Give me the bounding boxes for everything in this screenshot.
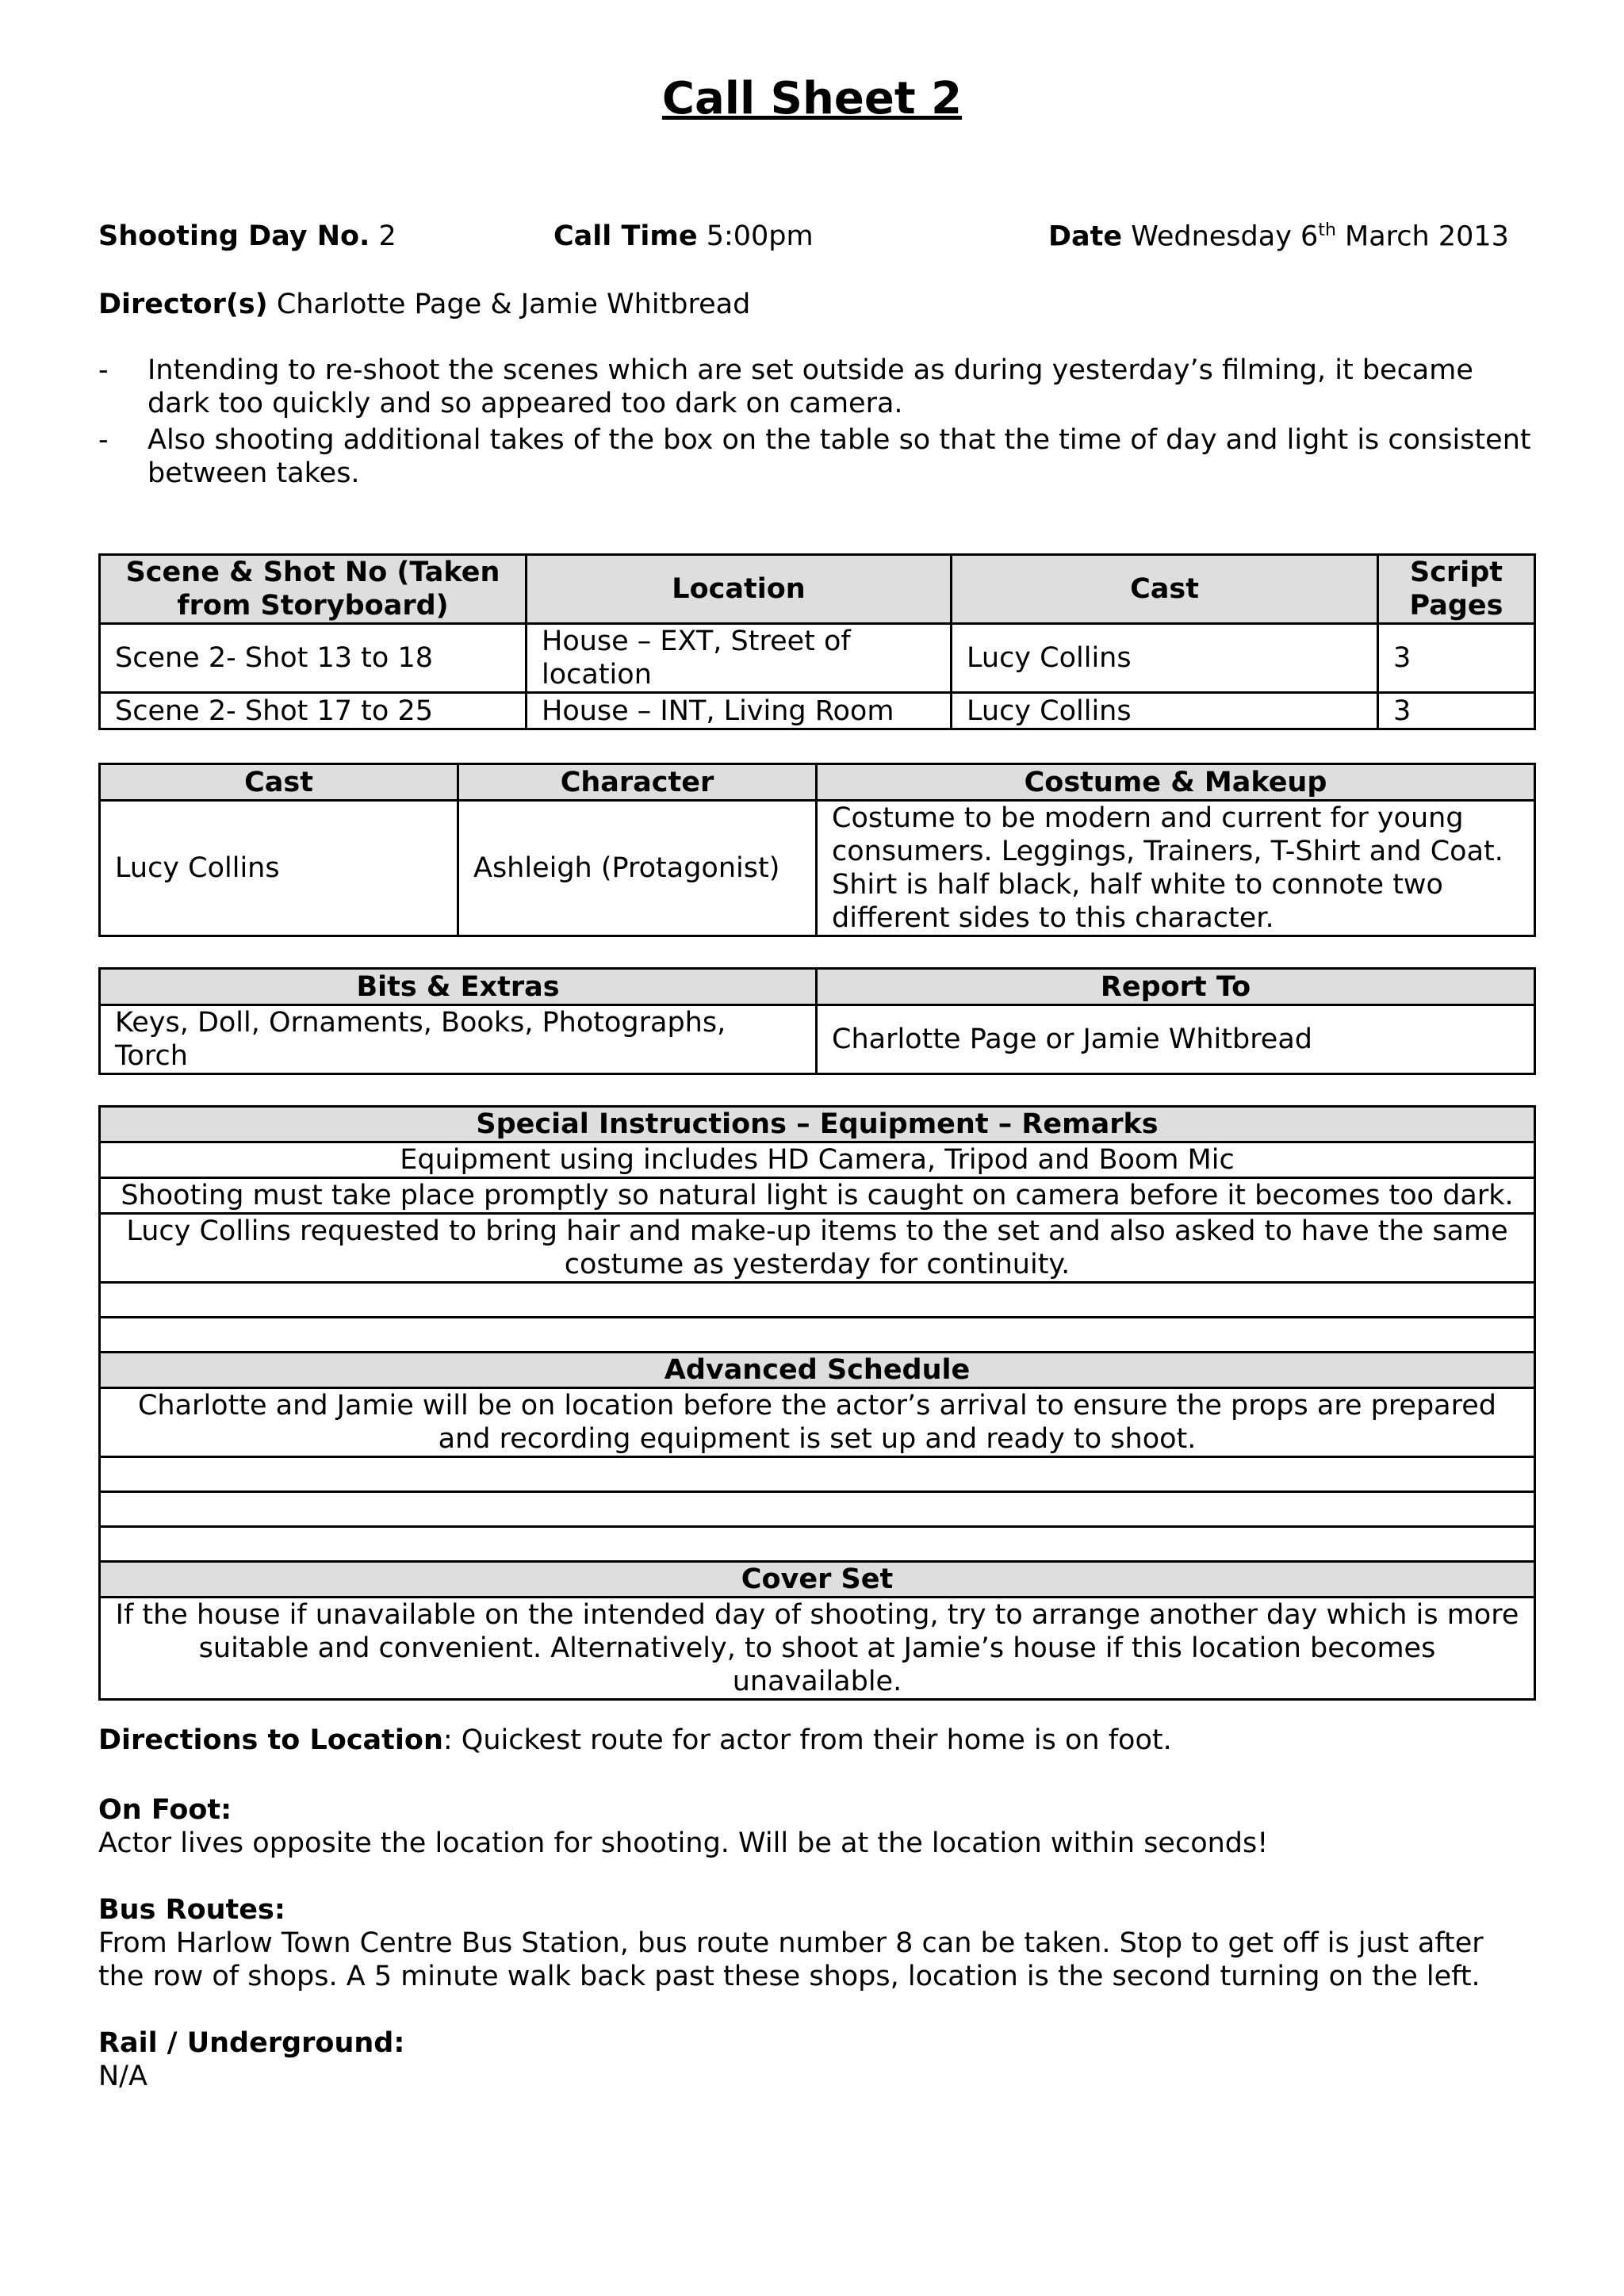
date-prefix: Wednesday 6 — [1131, 220, 1319, 253]
bits-extras-list: Keys, Doll, Ornaments, Books, Photographs, Torch — [100, 1005, 817, 1074]
note-item: - Also shooting additional takes of the box on the table so that the time of day and light is consistent between takes. — [98, 423, 1534, 490]
bus-routes-text: From Harlow Town Centre Bus Station, bus route number 8 can be taken. Stop to get off is just after the row of shops. A 5 minute walk back past these shops, location is the second turning on the left. — [98, 1927, 1484, 1992]
instruction-text: Shooting must take place promptly so natural light is caught on camera before it becomes too dark. — [100, 1178, 1535, 1214]
cast-name: Lucy Collins — [100, 801, 458, 936]
scene-shot: Scene 2- Shot 17 to 25 — [100, 693, 527, 729]
advanced-schedule-header: Advanced Schedule — [100, 1353, 1535, 1388]
date-suffix: March 2013 — [1335, 220, 1509, 253]
schedule-text: Charlotte and Jamie will be on location before the actor’s arrival to ensure the props are prepared and recording equipment is set up and ready to shoot. — [100, 1388, 1535, 1457]
empty-row — [100, 1457, 1535, 1492]
note-text: Also shooting additional takes of the box on the table so that the time of day and light is consistent between takes. — [147, 424, 1531, 489]
location: House – INT, Living Room — [527, 693, 952, 729]
shooting-day-value: 2 — [378, 220, 396, 252]
directions-label: Directions to Location — [98, 1724, 443, 1756]
shoot-date — [1048, 220, 1509, 253]
on-foot-section — [98, 1793, 1534, 1860]
col-location: Location — [527, 555, 952, 624]
table-row — [100, 1388, 1535, 1457]
special-instructions-header: Special Instructions – Equipment – Remarks — [100, 1107, 1535, 1142]
table-row — [100, 1142, 1535, 1178]
costume-makeup: Costume to be modern and current for young consumers. Leggings, Trainers, T-Shirt and Coat. Shirt is half black, half white to connote two different sides to this character. — [817, 801, 1535, 936]
directors-value: Charlotte Page & Jamie Whitbread — [276, 289, 751, 320]
table-row — [100, 693, 1535, 729]
shooting-day — [98, 220, 396, 252]
directors — [98, 289, 750, 320]
script-pages: 3 — [1378, 693, 1535, 729]
report-to: Charlotte Page or Jamie Whitbread — [817, 1005, 1535, 1074]
col-scene-shot: Scene & Shot No (Taken from Storyboard) — [100, 555, 527, 624]
date-label: Date — [1048, 220, 1123, 253]
call-time — [553, 220, 814, 252]
table-row — [100, 1178, 1535, 1214]
special-instructions-table — [98, 1105, 1536, 1701]
on-foot-text: Actor lives opposite the location for shooting. Will be at the location within seconds! — [98, 1827, 1269, 1859]
cast: Lucy Collins — [952, 693, 1378, 729]
location: House – EXT, Street of location — [527, 624, 952, 693]
table-row — [100, 1005, 1535, 1074]
table-row — [100, 1214, 1535, 1283]
table-row — [100, 624, 1535, 693]
call-time-label: Call Time — [553, 220, 698, 252]
bus-routes-label: Bus Routes: — [98, 1894, 285, 1926]
directions — [98, 1724, 1534, 1757]
empty-row — [100, 1283, 1535, 1318]
instruction-text: Lucy Collins requested to bring hair and make-up items to the set and also asked to have the same costume as yesterday for continuity. — [100, 1214, 1535, 1283]
rail-section — [98, 2026, 1534, 2093]
character-name: Ashleigh (Protagonist) — [458, 801, 817, 936]
page-title: Call Sheet 2 — [661, 73, 963, 124]
instruction-text: Equipment using includes HD Camera, Tripod and Boom Mic — [100, 1142, 1535, 1178]
directions-text: : Quickest route for actor from their home is on foot. — [442, 1724, 1172, 1756]
empty-row — [100, 1318, 1535, 1353]
note-item: - Intending to re-shoot the scenes which are set outside as during yesterday’s filming, it became dark too quickly and so appeared too dark on camera. — [98, 354, 1534, 420]
notes-list — [98, 354, 1534, 493]
shooting-day-label: Shooting Day No. — [98, 220, 370, 252]
table-row — [100, 801, 1535, 936]
rail-label: Rail / Underground: — [98, 2027, 405, 2059]
cover-set-text: If the house if unavailable on the intended day of shooting, try to arrange another day which is more suitable and convenient. Alternatively, to shoot at Jamie’s house if this location becomes unavailable. — [100, 1598, 1535, 1700]
scenes-table — [98, 553, 1536, 730]
col-report-to: Report To — [817, 969, 1535, 1005]
on-foot-label: On Foot: — [98, 1794, 232, 1826]
col-script-pages: Script Pages — [1378, 555, 1535, 624]
col-bits-extras: Bits & Extras — [100, 969, 817, 1005]
bits-extras-table — [98, 967, 1536, 1075]
directors-label: Director(s) — [98, 289, 268, 320]
script-pages: 3 — [1378, 624, 1535, 693]
empty-row — [100, 1492, 1535, 1527]
col-costume-makeup: Costume & Makeup — [817, 764, 1535, 801]
cast: Lucy Collins — [952, 624, 1378, 693]
date-superscript: th — [1318, 220, 1336, 240]
table-row — [100, 1598, 1535, 1700]
rail-text: N/A — [98, 2061, 147, 2092]
col-cast: Cast — [952, 555, 1378, 624]
cast-table — [98, 763, 1536, 937]
col-cast: Cast — [100, 764, 458, 801]
empty-row — [100, 1527, 1535, 1562]
bus-routes-section — [98, 1893, 1534, 1993]
call-time-value: 5:00pm — [706, 220, 814, 252]
scene-shot: Scene 2- Shot 13 to 18 — [100, 624, 527, 693]
cover-set-header: Cover Set — [100, 1562, 1535, 1598]
note-text: Intending to re-shoot the scenes which are set outside as during yesterday’s filming, it became dark too quickly and so appeared too dark on camera. — [147, 354, 1473, 419]
col-character: Character — [458, 764, 817, 801]
